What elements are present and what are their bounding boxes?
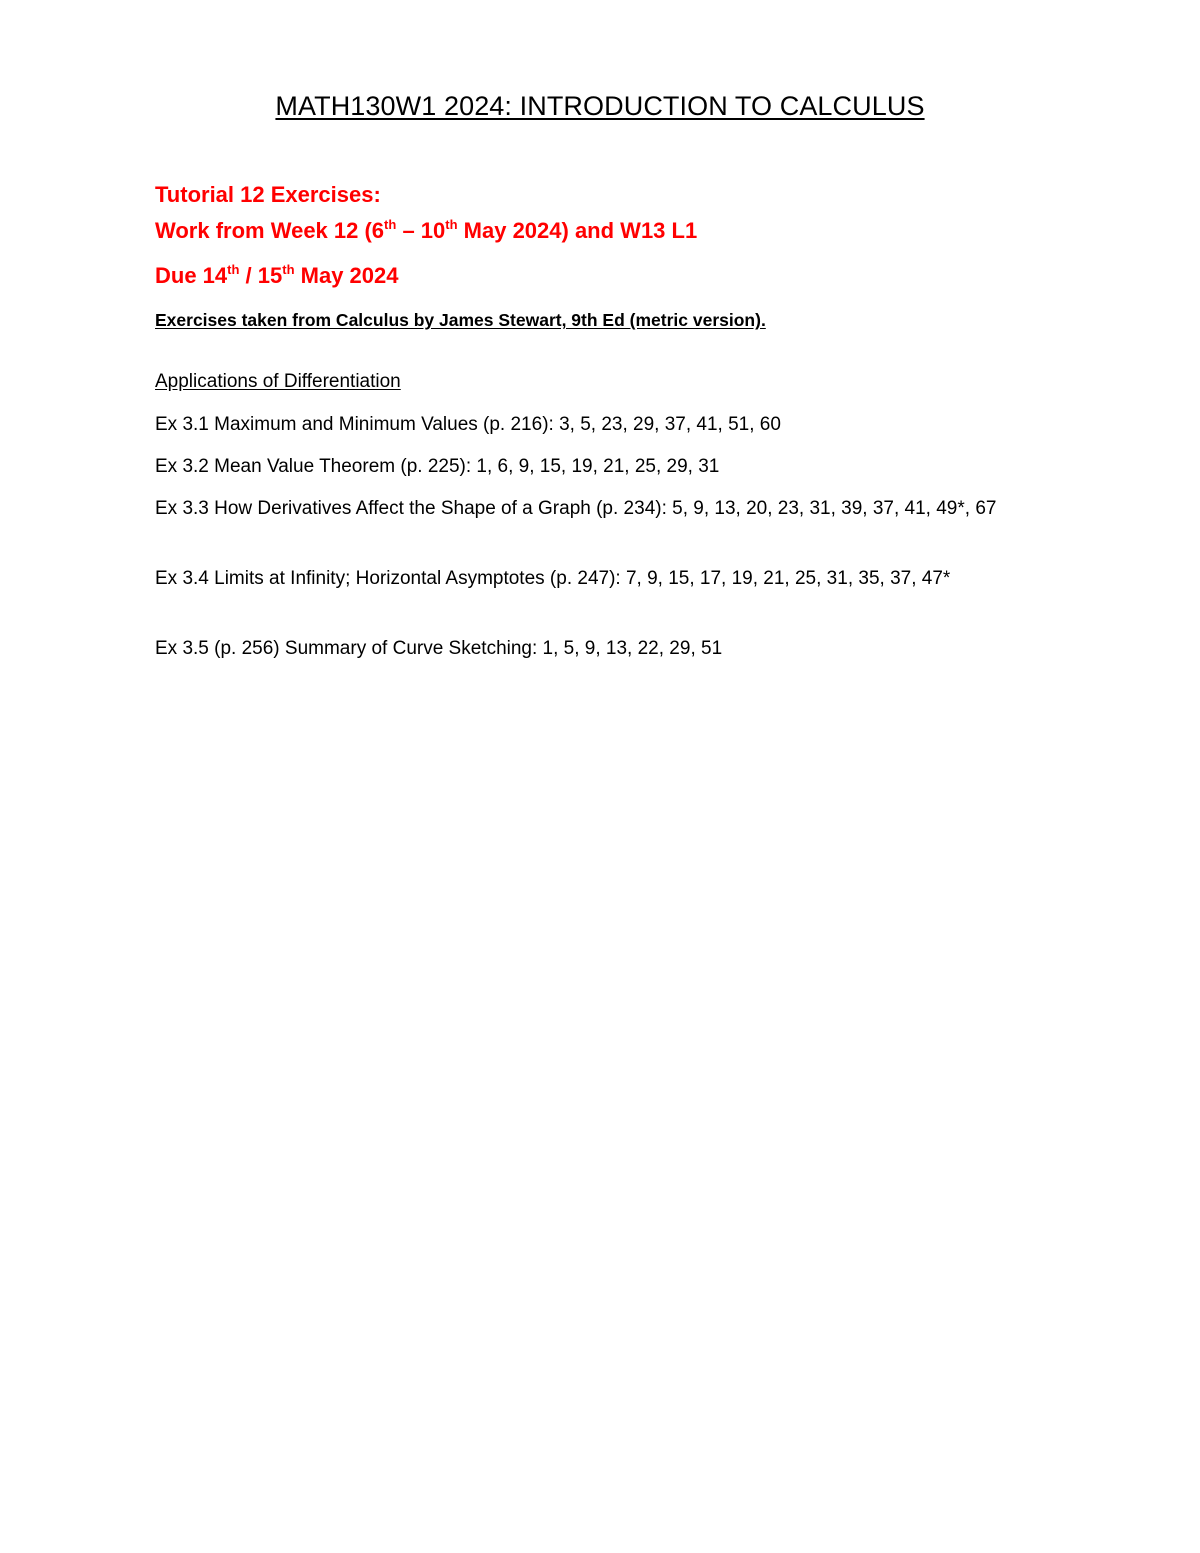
due-sup-end: th: [282, 262, 295, 277]
due-text-end: May 2024: [294, 263, 399, 288]
page-title: MATH130W1 2024: INTRODUCTION TO CALCULUS: [275, 91, 925, 121]
exercise-item: Ex 3.5 (p. 256) Summary of Curve Sketching: 1, 5, 9, 13, 22, 29, 51: [155, 638, 723, 659]
section-heading: Applications of Differentiation: [155, 371, 401, 392]
exercise-item: Ex 3.1 Maximum and Minimum Values (p. 216): 3, 5, 23, 29, 37, 41, 51, 60: [155, 414, 781, 435]
work-period-sup-end: th: [445, 217, 458, 232]
due-sup-start: th: [227, 262, 240, 277]
due-text-mid: / 15: [239, 263, 283, 288]
work-period-text-end: May 2024) and W13 L1: [457, 218, 698, 243]
tutorial-due-date: [155, 263, 399, 289]
exercise-item: Ex 3.4 Limits at Infinity; Horizontal Asymptotes (p. 247): 7, 9, 15, 17, 19, 21, 25, 31, 35, 37, 47*: [155, 568, 951, 589]
tutorial-work-period: [155, 218, 697, 244]
work-period-sup-start: th: [384, 217, 397, 232]
tutorial-heading: Tutorial 12 Exercises:: [155, 182, 381, 207]
exercise-item: Ex 3.2 Mean Value Theorem (p. 225): 1, 6, 9, 15, 19, 21, 25, 29, 31: [155, 456, 720, 477]
work-period-text-start: Work from Week 12 (6: [155, 218, 385, 243]
exercise-item: Ex 3.3 How Derivatives Affect the Shape of a Graph (p. 234): 5, 9, 13, 20, 23, 31, 39, 37, 41, 49*, 67: [155, 498, 997, 519]
work-period-text-mid: – 10: [396, 218, 446, 243]
due-text-start: Due 14: [155, 263, 228, 288]
exercise-source: Exercises taken from Calculus by James Stewart, 9th Ed (metric version).: [155, 310, 766, 330]
